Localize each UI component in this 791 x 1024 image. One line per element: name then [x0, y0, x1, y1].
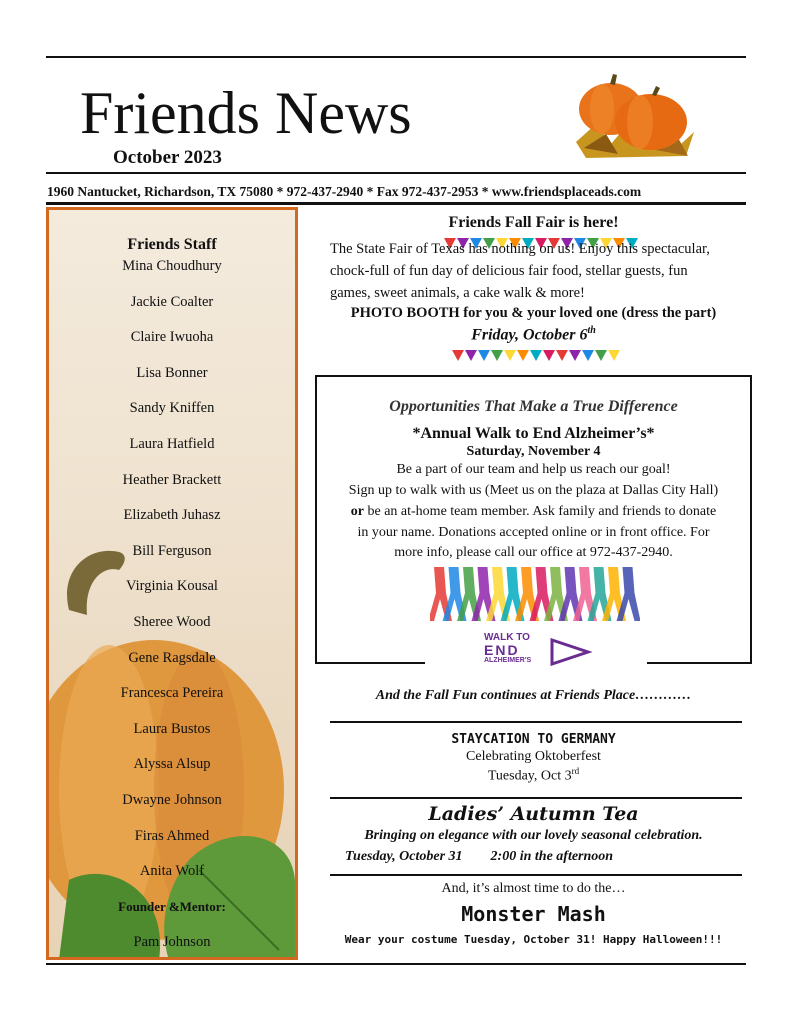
tea-desc: Bringing on elegance with our lovely seasonal celebration. [364, 828, 703, 843]
staff-member: Claire Iwuoha [130, 329, 214, 346]
walk-line-2: Sign up to walk with us (Meet us on the plaza at Dallas City Hall) [348, 483, 719, 498]
tea-when: Tuesday, October 31 2:00 in the afternoon [345, 849, 614, 864]
staff-member: Anita Wolf [139, 863, 205, 880]
staff-heading: Friends Staff [127, 236, 217, 253]
staff-member: Laura Bustos [133, 720, 211, 737]
newsletter-title: Friends News [80, 80, 412, 146]
walk-logo-line-3: ALZHEIMER'S [484, 657, 532, 664]
fair-date-text: Friday, October 6 [471, 326, 588, 344]
staycation-title: STAYCATION TO GERMANY [451, 732, 616, 747]
staff-sidebar [46, 207, 298, 960]
bunting-flag [452, 350, 464, 361]
staff-member: Virginia Kousal [126, 578, 218, 595]
staycation-date-sup: rd [571, 766, 580, 776]
bottom-rule [46, 963, 746, 965]
contact-line: 1960 Nantucket, Richardson, TX 75080 * 972-437-2940 * Fax 972-437-2953 * www.friendsplaceads.com [47, 184, 642, 199]
staff-member: Elizabeth Juhasz [123, 507, 221, 524]
bunting-flag [595, 350, 607, 361]
walk-tagline: Opportunities That Make a True Difference [389, 398, 678, 415]
staff-member: Dwayne Johnson [122, 791, 222, 808]
walk-logo-line-2: END [484, 642, 520, 658]
walk-line-3-bold: or [350, 504, 364, 519]
founder-name: Pam Johnson [133, 934, 211, 951]
bunting-flag [530, 350, 542, 361]
staff-member: Bill Ferguson [132, 542, 212, 559]
staff-member: Gene Ragsdale [128, 649, 216, 666]
bunting-flag [491, 350, 503, 361]
walk-line-3-text: be an at-home team member. Ask family and friends to donate [363, 504, 717, 519]
staff-member: Mina Choudhury [122, 258, 222, 274]
staff-member: Laura Hatfield [129, 435, 215, 452]
fair-line-2: chock-full of fun day of delicious fair food, stellar guests, fun [330, 263, 688, 279]
fair-line-1: The State Fair of Texas has nothing on us! Enjoy this spectacular, [330, 241, 710, 257]
staff-member: Heather Brackett [122, 471, 222, 488]
staff-member: Francesca Pereira [120, 685, 224, 702]
bunting-flag [517, 350, 529, 361]
rule-2 [330, 797, 742, 799]
staff-member: Firas Ahmed [134, 827, 210, 844]
staff-member: Sheree Wood [133, 613, 211, 630]
walk-line-3 [315, 504, 752, 520]
walk-line-5: more info, please call our office at 972-437-2940. [394, 545, 673, 560]
walk-date: Saturday, November 4 [466, 444, 601, 459]
bunting-bottom [452, 350, 620, 361]
walk-logo-line-1: WALK TO [484, 632, 530, 643]
newsletter-date: October 2023 [113, 147, 222, 168]
walk-logo [480, 632, 595, 670]
fair-date-sup: th [587, 325, 596, 336]
rule-1 [330, 721, 742, 723]
fall-fun-line: And the Fall Fun continues at Friends Place………… [375, 688, 692, 703]
rule-3 [330, 874, 742, 876]
bunting-flag [543, 350, 555, 361]
bunting-flag [582, 350, 594, 361]
pumpkins-leaves-image [566, 64, 701, 164]
staff-member: Lisa Bonner [136, 364, 208, 381]
mash-title: Monster Mash [461, 902, 606, 926]
walk-line-4: in your name. Donations accepted online or in front office. For [357, 525, 710, 540]
tea-title: Ladies’ Autumn Tea [428, 803, 639, 825]
staycation-date-text: Tuesday, Oct 3 [487, 768, 572, 784]
staff-list [49, 258, 295, 960]
bunting-flag [569, 350, 581, 361]
mash-intro: And, it’s almost time to do the… [441, 881, 626, 896]
bunting-flag [465, 350, 477, 361]
fair-date [315, 325, 752, 344]
staycation-sub: Celebrating Oktoberfest [466, 749, 601, 764]
staff-member: Jackie Coalter [130, 293, 214, 310]
walkers-graphic [430, 565, 640, 625]
fair-heading: Friends Fall Fair is here! [448, 214, 619, 231]
founder-label: Founder &Mentor: [118, 898, 226, 914]
staycation-date [315, 766, 752, 785]
photo-booth-line: PHOTO BOOTH for you & your loved one (dress the part) [350, 305, 717, 321]
walk-title: *Annual Walk to End Alzheimer’s* [412, 425, 655, 442]
bunting-flag [556, 350, 568, 361]
walk-logo-arrow [550, 638, 592, 666]
staff-member: Sandy Kniffen [129, 400, 215, 417]
bunting-flag [478, 350, 490, 361]
staff-member: Alyssa Alsup [133, 756, 211, 773]
bunting-flag [504, 350, 516, 361]
walk-line-1: Be a part of our team and help us reach our goal! [396, 462, 671, 477]
fair-line-3: games, sweet animals, a cake walk & more! [330, 285, 585, 301]
bunting-flag [608, 350, 620, 361]
mash-desc: Wear your costume Tuesday, October 31! Happy Halloween!!! [344, 933, 723, 946]
contact-rule [46, 202, 746, 205]
top-rule [46, 56, 746, 58]
masthead-rule [46, 172, 746, 174]
